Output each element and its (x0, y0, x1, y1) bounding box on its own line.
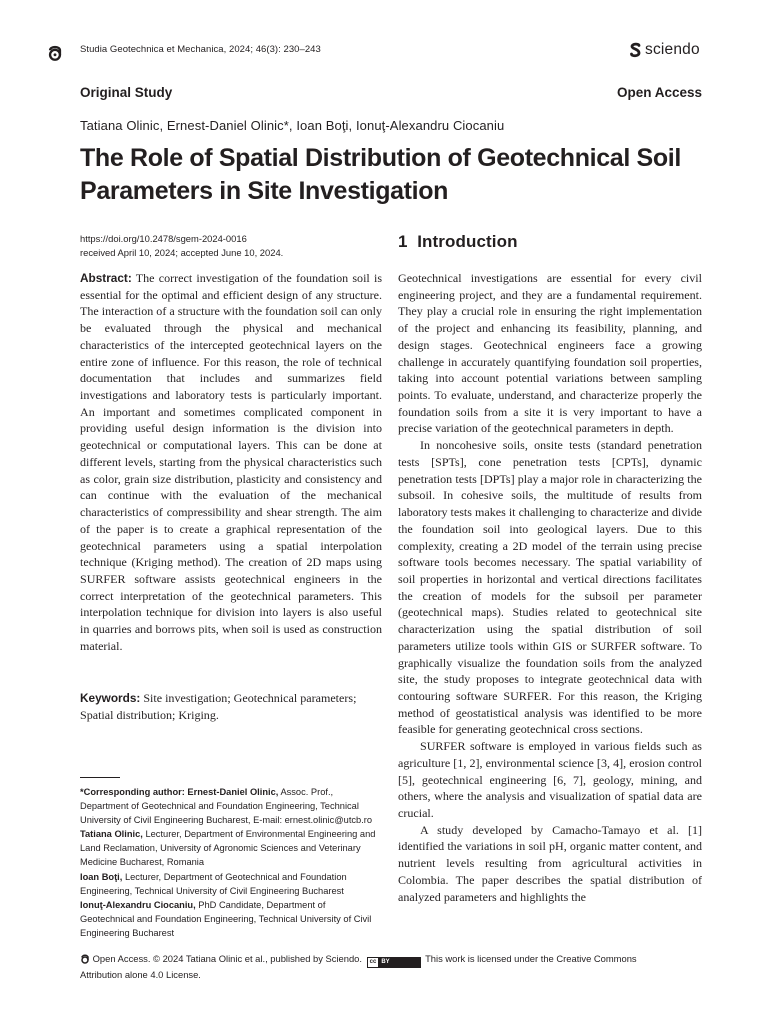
footnote-item: Ionuţ-Alexandru Ciocaniu, PhD Candidate, Department of Geotechnical and Foundation Engineering, Technical University of Civil Engineering Bucharest (80, 899, 372, 938)
abstract (80, 270, 382, 655)
author-footnotes (80, 785, 382, 940)
access-label: Open Access (616, 85, 702, 100)
author-list: Tatiana Olinic, Ernest-Daniel Olinic*, Ioan Boţi, Ionuţ-Alexandru Ciocaniu (80, 118, 505, 133)
keywords-text: Site investigation; Geotechnical parameters; Spatial distribution; Kriging. (80, 691, 357, 722)
abstract-text: The correct investigation of the foundation soil is essential for the optimal and efficient design of any structure. The interaction of a structure with the foundation soil can only be evaluated through the physical and mechanical characteristics of the intercepted geotechnical layers on the entire zone of influence. For this reason, the role of technical documentation that includes and summarizes field investigations and laboratory tests is particularly important. An important and sometimes complicated component in providing useful design information is the division into geotechnical or computational layers. This can be done at different levels, starting from the physical characteristics such as color, grain size distribution, plasticity and consistency and can continue with the evaluation of the mechanical characteristics of compressibility and shear strength. The aim of the paper is to create a graphical representation of the geotechnical parameters using a spatial interpolation technique (Kriging method). The creation of 2D maps using SURFER software assists geotechnical engineers in the correct interpretation of the geotechnical parameters. This interpolation technique for division into layers is also useful in quarries and borrows pits, when soil is used as construction material. (80, 271, 383, 653)
footnote-item: *Corresponding author: Ernest-Daniel Olinic, Assoc. Prof., Department of Geotechnical and Foundation Engineering, Technical University of Civil Engineering Bucharest, E-mail: ernest.olinic@utcb.ro (80, 787, 373, 826)
section-title: Introduction (417, 232, 518, 251)
section-heading (398, 232, 518, 252)
cc-by-badge-icon[interactable]: cc BY (367, 957, 421, 968)
keywords (80, 690, 382, 723)
section-number: 1 (398, 232, 408, 251)
paragraph: In noncohesive soils, onsite tests (standard penetration tests [SPTs], cone penetration tests [CPTs], dynamic penetration tests [DPTs] play a major role in characterizing the subsoil. In cohesive soils, the multitude of results from laboratory tests makes it challenging to characterize and divide the foundation soil into geological layers. Due to this complexity, creating a 2D model of the terrain using precise software tools becomes necessary. The spatial variability of soil properties in horizontal and vertical directions facilitates the creation of models for the subsoil per parameter (geotechnical maps). Studies related to geotechnical site characterization using the spatial distribution of soil parameters utilize tools within GIS or SURFER software. To graphically visualize the foundation soils from the analyzed site, the study proposes to integrate geotechnical data with contouring software SURFER. For this reason, the Kriging method of geostatistical analysis was identified to be more feasible for generating geotechnical cross sections. (398, 438, 702, 737)
license-prefix: Open Access. © 2024 Tatiana Olinic et al., published by Sciendo. (92, 953, 363, 964)
footnote-item: Tatiana Olinic, Lecturer, Department of Environmental Engineering and Land Reclamation, University of Agronomic Sciences and Veterinary Medicine Bucharest, Romania (80, 829, 376, 868)
license-text: This work is licensed under the Creative Commons Attribution alone 4.0 License. (80, 953, 637, 980)
license-footer (80, 952, 680, 982)
abstract-label: Abstract: (80, 271, 132, 285)
journal-citation: Studia Geotechnica et Mechanica, 2024; 46(3): 230–243 (80, 44, 321, 55)
paragraph: A study developed by Camacho-Tamayo et al. [1] identified the variations in soil pH, organic matter content, and nutrient levels resulting from agricultural activities in Colombia. The paper describes the spatial distribution of analyzed parameters and highlights the (398, 822, 702, 904)
publisher-logo (630, 41, 700, 59)
footnote-divider (80, 777, 120, 778)
paper-title: The Role of Spatial Distribution of Geotechnical Soil Parameters in Site Investigation (80, 144, 681, 205)
article-type: Original Study (80, 85, 173, 100)
sciendo-logo-icon (630, 42, 641, 58)
paragraph: SURFER software is employed in various fields such as agriculture [1, 2], environmental science [3, 4], erosion control [5], geotechnical engineering [6, 7], geology, mining, and others, where the analysis and visualization of spatial data are crucial. (398, 739, 702, 820)
open-access-icon (46, 44, 64, 62)
keywords-label: Keywords: (80, 691, 141, 705)
open-access-small-icon (80, 953, 90, 964)
doi-block (80, 232, 283, 260)
footnote-item: Ioan Boţi, Lecturer, Department of Geotechnical and Foundation Engineering, Technical University of Civil Engineering Bucharest (80, 871, 347, 896)
publisher-name: sciendo (645, 41, 700, 58)
introduction-body (398, 270, 702, 905)
doi-link[interactable]: https://doi.org/10.2478/sgem-2024-0016 (80, 233, 247, 244)
paragraph: Geotechnical investigations are essential for every civil engineering project, and they are a fundamental requirement. They play a crucial role in ensuring the right implementation of the project and enhancing its feasibility, planning, and design stages. Geotechnical engineers face a growing challenge in accurately quantifying foundation soil properties, taking into account potential variations between sampling points. To evaluate, understand, and characterize properly the foundation soils from a site it is very important to have a precise variation of the geotechnical parameters in depth. (398, 271, 702, 436)
received-dates: received April 10, 2024; accepted June 10, 2024. (80, 247, 284, 258)
